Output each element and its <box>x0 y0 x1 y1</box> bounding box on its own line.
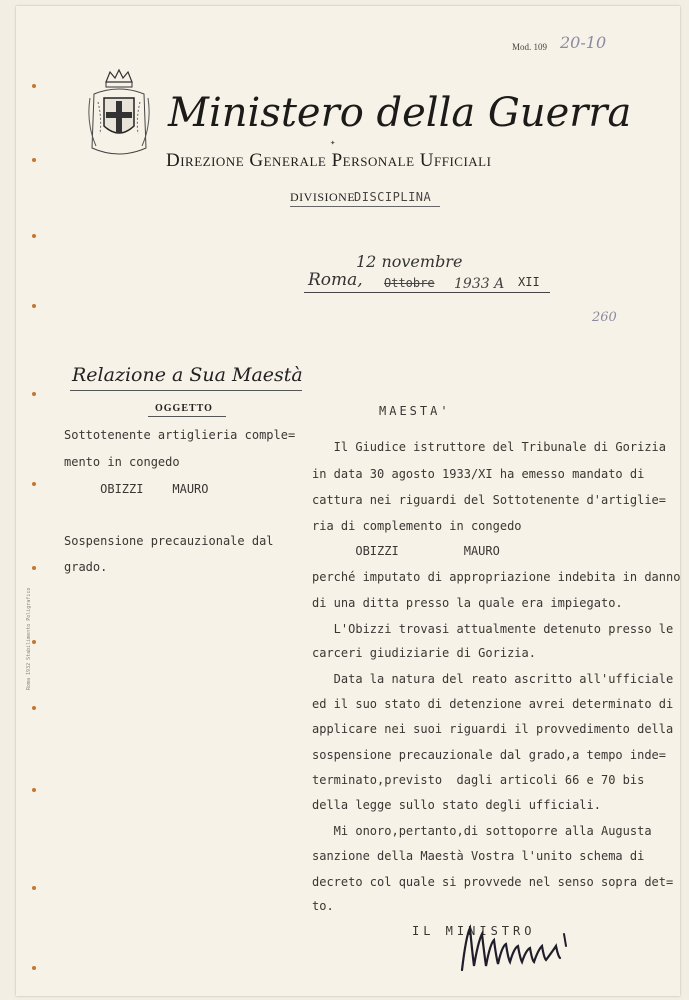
body-line: Mi onoro,pertanto,di sottoporre alla Augusta <box>312 824 652 838</box>
oggetto-line: Sospensione precauzionale dal <box>64 534 274 548</box>
body-line: terminato,previsto dagli articoli 66 e 70 bis <box>312 773 645 787</box>
savoy-crest-icon <box>84 68 154 160</box>
body-line: della legge sullo stato degli ufficiali. <box>312 798 601 812</box>
divisione-label: DIVISIONE <box>290 190 356 204</box>
dateline-handwritten-date: 12 novembre <box>356 252 463 271</box>
body-line: L'Obizzi trovasi attualmente detenuto presso le <box>312 622 674 636</box>
dateline-underline <box>304 292 550 293</box>
body-line: decreto col quale si provvede nel senso sopra det= <box>312 875 674 889</box>
handwritten-signature <box>456 916 576 976</box>
body-line: carceri giudiziarie di Gorizia. <box>312 646 536 660</box>
oggetto-line: Sottotenente artiglieria comple= <box>64 428 296 442</box>
salutation: MAESTA' <box>379 404 451 418</box>
binder-hole <box>32 392 36 396</box>
relazione-title: Relazione a Sua Maestà <box>72 364 303 386</box>
body-line: in data 30 agosto 1933/XI ha emesso mandato di <box>312 467 645 481</box>
dateline-place: Roma, <box>308 270 363 290</box>
binder-hole <box>32 566 36 570</box>
binder-hole <box>32 84 36 88</box>
dateline-era: XII <box>518 275 540 289</box>
direzione-heading: Direzione Generale Personale Ufficiali <box>166 150 492 171</box>
oggetto-line: OBIZZI MAURO <box>64 482 209 496</box>
body-line: sospensione precauzionale dal grado,a tempo inde= <box>312 748 667 762</box>
body-line: to. <box>312 899 334 913</box>
title-ornament: ✦ <box>330 138 336 148</box>
signature-label: IL MINISTRO <box>412 924 536 938</box>
divisione-value: DISCIPLINA <box>354 190 432 204</box>
body-line: perché imputato di appropriazione indebita in danno <box>312 570 681 584</box>
dateline-struck-month: Ottobre <box>384 276 435 290</box>
protocol-number-handwritten: 260 <box>592 310 617 325</box>
binder-hole <box>32 788 36 792</box>
body-line: cattura nei riguardi del Sottotenente d'artiglie= <box>312 493 667 507</box>
relazione-underline <box>70 390 302 391</box>
binder-hole <box>32 706 36 710</box>
body-line: applicare nei suoi riguardi il provvedimento della <box>312 722 674 736</box>
divisione-underline <box>290 206 440 207</box>
binder-hole <box>32 482 36 486</box>
form-model-handwritten: 20-10 <box>560 33 607 52</box>
body-line: Il Giudice istruttore del Tribunale di Gorizia <box>312 440 667 454</box>
binder-hole <box>32 640 36 644</box>
binder-hole <box>32 966 36 970</box>
binder-hole <box>32 304 36 308</box>
body-line: di una ditta presso la quale era impiegato. <box>312 596 623 610</box>
body-line: ed il suo stato di detenzione avrei determinato di <box>312 697 674 711</box>
oggetto-underline <box>148 416 226 417</box>
binder-hole <box>32 158 36 162</box>
body-line: ria di complemento in congedo <box>312 519 522 533</box>
binder-hole <box>32 886 36 890</box>
printer-imprint: Roma 1932 Stabilimento Poligrafico <box>26 587 32 690</box>
body-line: OBIZZI MAURO <box>312 544 500 558</box>
dateline-year: 1933 A <box>454 276 505 292</box>
oggetto-line: mento in congedo <box>64 455 180 469</box>
oggetto-line: grado. <box>64 560 108 574</box>
oggetto-label: OGGETTO <box>155 403 213 414</box>
ministry-title: Ministero della Guerra <box>168 90 632 136</box>
body-line: Data la natura del reato ascritto all'ufficiale <box>312 672 674 686</box>
body-line: sanzione della Maestà Vostra l'unito schema di <box>312 849 645 863</box>
binder-hole <box>32 234 36 238</box>
form-model-label: Mod. 109 <box>512 42 548 52</box>
